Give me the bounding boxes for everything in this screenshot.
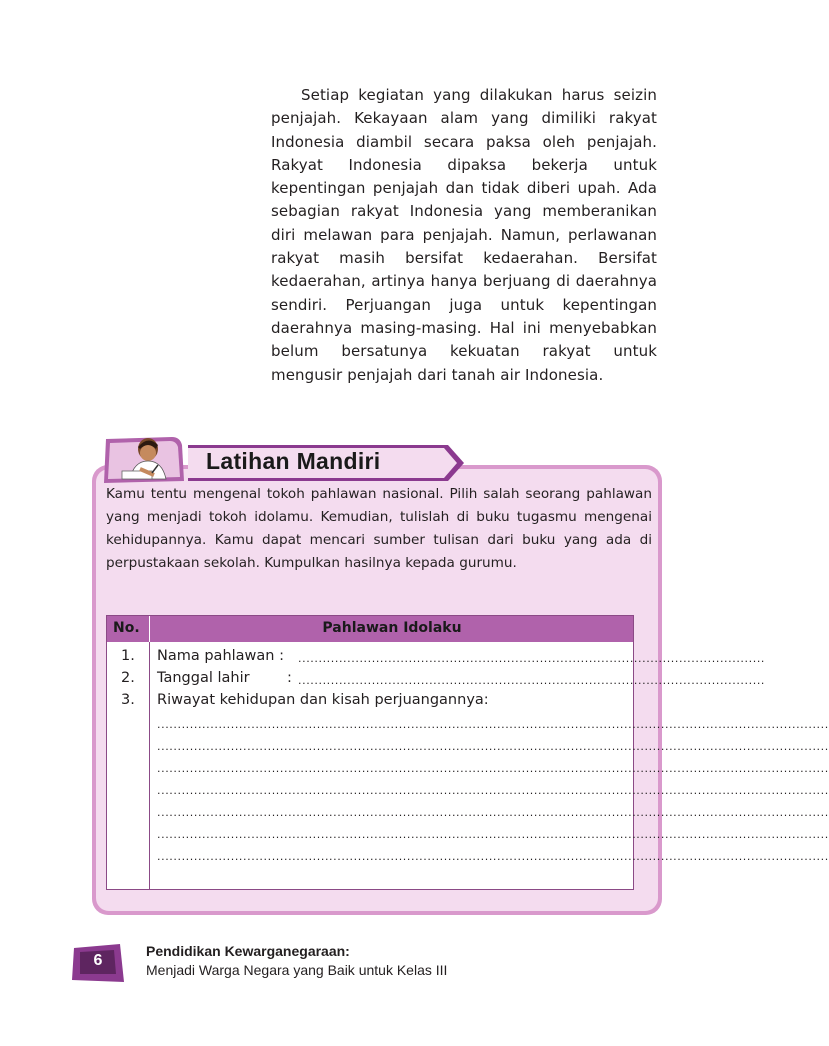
row-number: 1. [121, 648, 135, 664]
latihan-title: Latihan Mandiri [206, 448, 381, 474]
row-label-nama: Nama pahlawan : [157, 648, 284, 664]
header-title: Pahlawan Idolaku [322, 620, 462, 636]
row-label-tanggal: Tanggal lahir [157, 670, 250, 686]
fill-line: .................................................................................................................. [298, 652, 766, 665]
column-divider [149, 642, 150, 889]
latihan-instructions: Kamu tentu mengenal tokoh pahlawan nasional. Pilih salah seorang pahlawan yang menjadi tokoh idolamu. Kemudian, tulislah di buku tugasmu mengenai kehidupannya. Kamu dapat mencari sumber tulisan dari buku yang ada di perpustakaan sekolah. Kumpulkan hasilnya kepada gurumu. [106, 486, 652, 571]
fill-line: .................................................................................................................................................................... [157, 718, 829, 731]
fill-line: .................................................................................................................................................................... [157, 762, 829, 775]
fill-line: .................................................................................................................................................................... [157, 740, 829, 753]
row-colon: : [287, 670, 292, 686]
body-paragraph: Setiap kegiatan yang dilakukan harus seizin penjajah. Kekayaan alam yang dimiliki rakyat Indonesia diambil secara paksa oleh penjajah. Rakyat Indonesia dipaksa bekerja untuk kepentingan penjajah dan tidak diberi upah. Ada sebagian rakyat Indonesia yang memberanikan diri melawan para penjajah. Namun, perlawanan rakyat masih bersifat kedaerahan. Bersifat kedaerahan, artinya hanya berjuang di daerahnya sendiri. Perjuangan juga untuk kepentingan daerahnya masing-masing. Hal ini menyebabkan belum bersatunya kekuatan rakyat untuk mengusir penjajah dari tanah air Indonesia. [271, 86, 657, 384]
header-no: No. [113, 620, 140, 636]
pahlawan-table [106, 615, 829, 890]
fill-line: .................................................................................................................................................................... [157, 806, 829, 819]
table-header [107, 616, 633, 642]
student-writing-icon [100, 431, 186, 487]
latihan-title-tab [188, 445, 464, 481]
book-title: Pendidikan Kewarganegaraan: [146, 943, 350, 959]
row-number: 2. [121, 670, 135, 686]
header-divider [149, 616, 150, 642]
fill-line: .................................................................................................................. [298, 674, 766, 687]
row-number: 3. [121, 692, 135, 708]
latihan-mandiri-section [92, 423, 829, 915]
book-subtitle: Menjadi Warga Negara yang Baik untuk Kelas III [146, 962, 448, 978]
page-number: 6 [93, 952, 103, 969]
fill-line: .................................................................................................................................................................... [157, 828, 829, 841]
fill-line: .................................................................................................................................................................... [157, 784, 829, 797]
row-label-riwayat: Riwayat kehidupan dan kisah perjuangannya: [157, 692, 489, 708]
fill-line: .................................................................................................................................................................... [157, 850, 829, 863]
